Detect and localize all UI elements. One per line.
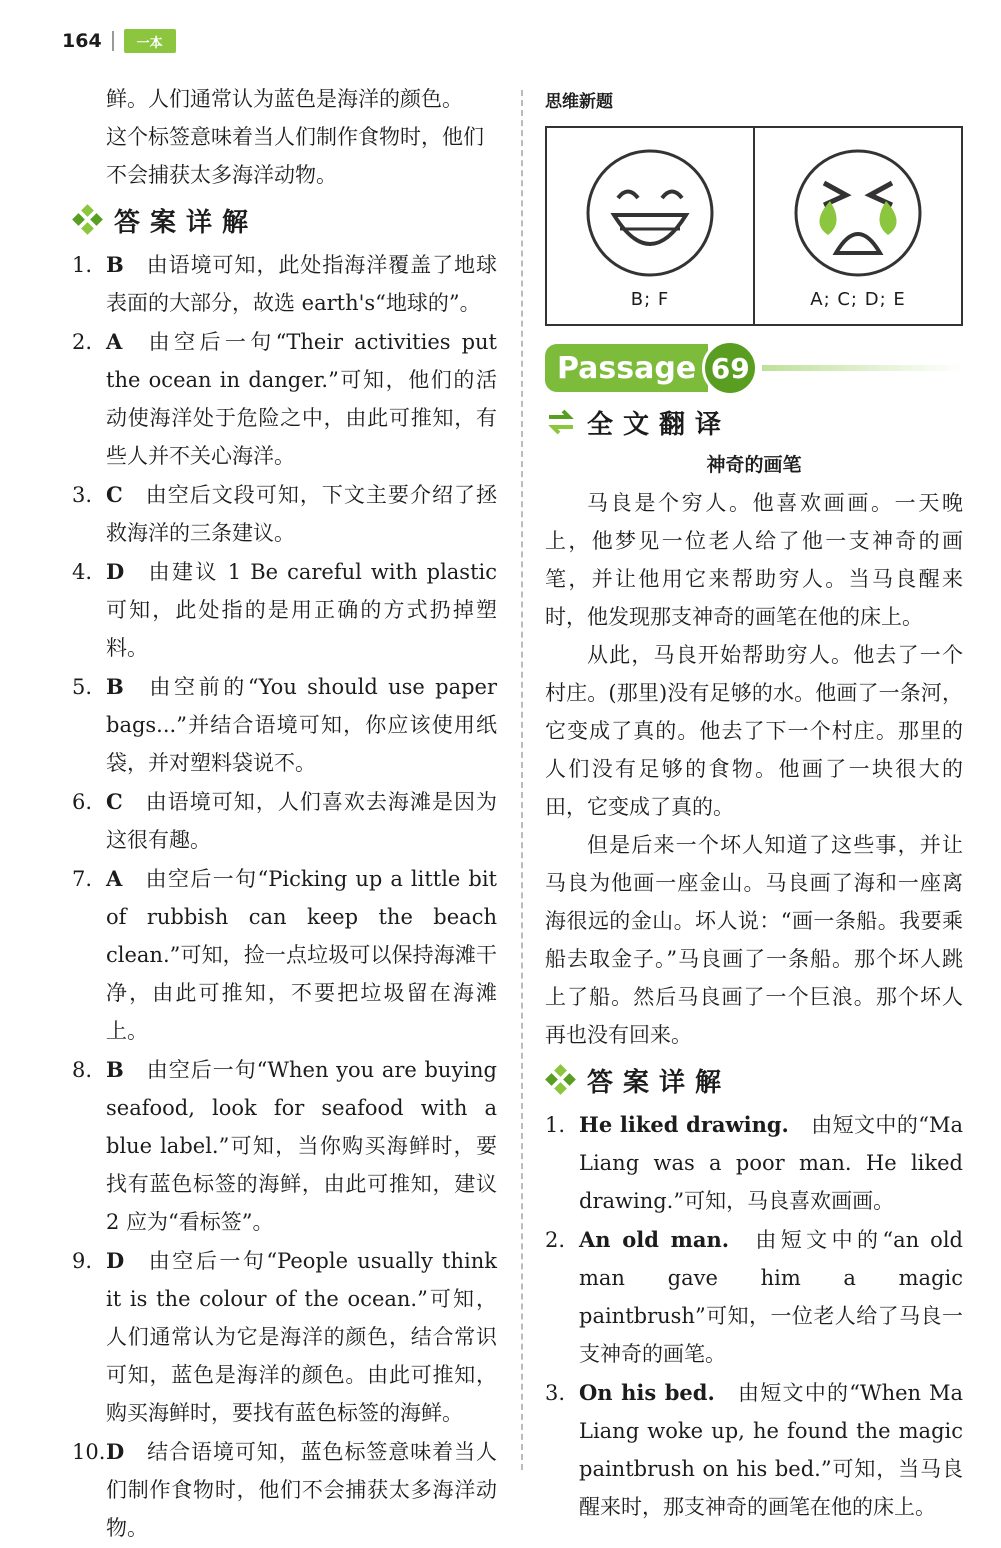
- header-tag: 一本: [124, 29, 176, 53]
- answer-item: [72, 1051, 497, 1241]
- answer-explanation: 由空后一句“Picking up a little bit of rubbish can keep the beach clean.”可知，捡一点垃圾可以保持海滩干净，由此可推知，不要把垃圾留在海滩上。: [106, 867, 497, 1043]
- answer-item: [545, 1374, 963, 1526]
- passage-banner: [545, 340, 963, 396]
- left-column: [72, 80, 497, 1548]
- laughing-face-icon: [580, 143, 720, 283]
- answer-explanation: 由语境可知，此处指海洋覆盖了地球表面的大部分，故选 earth's“地球的”。: [106, 253, 497, 315]
- answer-key: On his bed.: [579, 1380, 715, 1405]
- answer-explanation: 由短文中的“When Ma Liang woke up, he found the magic paintbrush on his bed.”可知，当马良醒来时，那支神奇的画笔在他的床上。: [579, 1381, 963, 1519]
- intro-line: 不会捕获太多海洋动物。: [106, 163, 337, 187]
- answer-explanation: 由语境可知，人们喜欢去海滩是因为这很有趣。: [106, 790, 497, 852]
- answer-number: 1.: [545, 1113, 566, 1137]
- answer-number: 8.: [72, 1058, 93, 1082]
- think-title: 思维新题: [545, 92, 613, 112]
- answer-explanation: 由空后一句“Their activities put the ocean in danger.”可知，他们的活动使海洋处于危险之中，由此可推知，有些人并不关心海洋。: [106, 330, 497, 468]
- answer-number: 1.: [72, 253, 93, 277]
- answer-item: [72, 783, 497, 859]
- answer-number: 2.: [72, 330, 93, 354]
- crying-face-icon: [788, 143, 928, 283]
- passage-label: Passage: [545, 344, 708, 392]
- intro-line: 这个标签意味着当人们制作食物时，他们: [106, 125, 484, 149]
- answer-key: A: [106, 329, 123, 354]
- story-paragraph: 从此，马良开始帮助穷人。他去了一个村庄。(那里)没有足够的水。他画了一条河，它变成了真的。他去了下一个村庄。那里的人们没有足够的食物。他画了一块很大的田，它变成了真的。: [545, 643, 963, 819]
- answer-key: An old man.: [579, 1227, 730, 1252]
- answers-section-header: [72, 198, 497, 242]
- answer-item: [72, 476, 497, 552]
- answer-number: 2.: [545, 1228, 566, 1252]
- answer-number: 6.: [72, 790, 93, 814]
- answer-item: [72, 553, 497, 667]
- story-paragraph: 马良是个穷人。他喜欢画画。一天晚上，他梦见一位老人给了他一支神奇的画笔，并让他用它来帮助穷人。当马良醒来时，他发现那支神奇的画笔在他的床上。: [545, 491, 963, 629]
- answer-item: [72, 1433, 497, 1547]
- crying-cell: [753, 128, 961, 324]
- answer-item: [72, 323, 497, 475]
- answer-explanation: 结合语境可知，蓝色标签意味着当人们制作食物时，他们不会捕获太多海洋动物。: [106, 1440, 497, 1540]
- section-title: 全文翻译: [587, 409, 732, 440]
- swap-arrows-icon: [545, 406, 577, 438]
- figure-caption: B; F: [630, 288, 670, 310]
- answer-number: 3.: [72, 483, 93, 507]
- answer-item: [545, 1221, 963, 1373]
- header-divider: [112, 31, 114, 51]
- story-title: 神奇的画笔: [706, 454, 802, 476]
- passage-number: 69: [702, 340, 758, 396]
- answer-number: 5.: [72, 675, 93, 699]
- answer-explanation: 由建议 1 Be careful with plastic 可知，此处指的是用正确的方式扔掉塑料。: [106, 560, 497, 660]
- answer-item: [72, 246, 497, 322]
- answer-item: [72, 1242, 497, 1432]
- answer-key: D: [106, 559, 125, 584]
- answer-number: 4.: [72, 560, 93, 584]
- answer-explanation: 由短文中的“an old man gave him a magic paintbrush”可知，一位老人给了马良一支神奇的画笔。: [579, 1228, 963, 1366]
- diamond-cluster-icon: [72, 204, 104, 236]
- answer-number: 10.: [72, 1440, 106, 1464]
- answer-item: [72, 860, 497, 1050]
- emoji-figure: [545, 126, 963, 326]
- answer-key: C: [106, 482, 123, 507]
- answers-section-header: [545, 1058, 963, 1102]
- translation-section-header: [545, 400, 963, 444]
- answer-key: B: [106, 674, 124, 699]
- answer-key: He liked drawing.: [579, 1112, 789, 1137]
- section-title: 答案详解: [587, 1067, 732, 1098]
- answer-number: 3.: [545, 1381, 566, 1405]
- answer-key: D: [106, 1248, 125, 1273]
- story-paragraph: 但是后来一个坏人知道了这些事，并让马良为他画一座金山。马良画了海和一座离海很远的金山。坏人说：“画一条船。我要乘船去取金子。”马良画了一条船。那个坏人跳上了船。然后马良画了一个巨浪。那个坏人再也没有回来。: [545, 833, 963, 1047]
- page-header: [62, 26, 176, 56]
- answer-key: D: [106, 1439, 125, 1464]
- page-number: 164: [62, 30, 102, 52]
- right-column: [545, 80, 963, 1527]
- answer-number: 7.: [72, 867, 93, 891]
- answer-explanation: 由空后一句“People usually think it is the colour of the ocean.”可知，人们通常认为它是海洋的颜色，结合常识可知，蓝色是海洋的颜色。由此可推知，购买海鲜时，要找有蓝色标签的海鲜。: [106, 1249, 497, 1425]
- answer-key: C: [106, 789, 123, 814]
- answer-item: [545, 1106, 963, 1220]
- section-title: 答案详解: [114, 207, 259, 238]
- column-divider: [521, 90, 523, 1470]
- answer-key: B: [106, 1057, 124, 1082]
- answer-explanation: 由短文中的“Ma Liang was a poor man. He liked drawing.”可知，马良喜欢画画。: [579, 1113, 963, 1213]
- answer-number: 9.: [72, 1249, 93, 1273]
- happy-cell: [547, 128, 753, 324]
- answer-key: A: [106, 866, 123, 891]
- answer-item: [72, 668, 497, 782]
- answer-key: B: [106, 252, 124, 277]
- answer-explanation: 由空后一句“When you are buying seafood, look for seafood with a blue label.”可知，当你购买海鲜时，要找有蓝色标签的海鲜，由此可推知，建议 2 应为“看标签”。: [106, 1058, 497, 1234]
- answer-explanation: 由空前的“You should use paper bags...”并结合语境可知，你应该使用纸袋，并对塑料袋说不。: [106, 675, 497, 775]
- diamond-cluster-icon: [545, 1064, 577, 1096]
- passage-banner-line: [762, 365, 963, 371]
- figure-caption: A; C; D; E: [810, 288, 906, 310]
- answer-explanation: 由空后文段可知，下文主要介绍了拯救海洋的三条建议。: [106, 483, 497, 545]
- intro-line: 鲜。人们通常认为蓝色是海洋的颜色。: [106, 87, 463, 111]
